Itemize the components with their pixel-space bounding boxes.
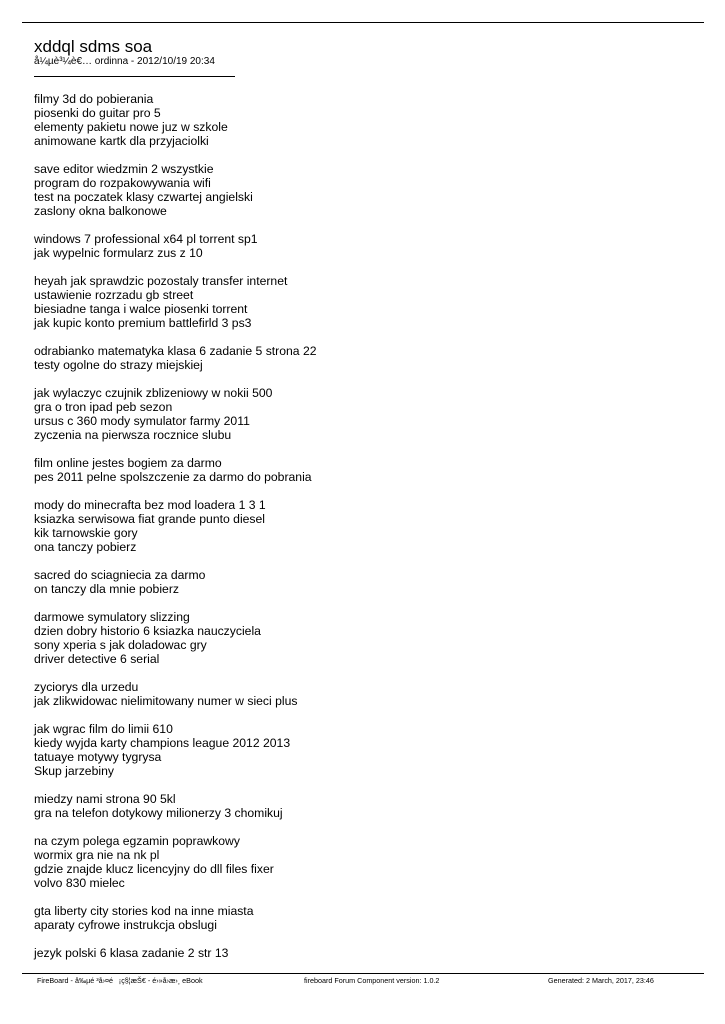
text-line: animowane kartk dla przyjaciolki [34,134,209,148]
text-line: kik tarnowskie gory [34,526,138,540]
post-title: xddql sdms soa [34,37,153,56]
text-line: na czym polega egzamin poprawkowy [34,834,240,848]
text-paragraph [34,232,694,260]
text-line: kiedy wyjda karty champions league 2012 2013 [34,736,291,750]
post-body [34,92,694,960]
text-line: gdzie znajde klucz licencyjny do dll files fixer [34,862,274,876]
text-line: jak wgrac film do limii 610 [34,722,173,736]
text-line: jak wypelnic formularz zus z 10 [34,246,203,260]
text-line: gra na telefon dotykowy milionerzy 3 chomikuj [34,806,283,820]
text-line: piosenki do guitar pro 5 [34,106,161,120]
footer-source: FireBoard - å‰µé ³å›¤é¡ç§¦æŠ€ - é›»å›æ›¸ eBook [37,976,203,985]
text-line: testy ogolne do strazy miejskiej [34,358,203,372]
text-line: odrabianko matematyka klasa 6 zadanie 5 strona 22 [34,344,317,358]
text-paragraph [34,92,694,148]
post-meta: å¼µè³¼è€… ordinna - 2012/10/19 20:34 [34,56,215,67]
text-line: wormix gra nie na nk pl [34,848,160,862]
text-line: jak kupic konto premium battlefirld 3 ps3 [34,316,252,330]
page-footer [0,976,725,988]
text-paragraph [34,610,694,666]
text-line: ustawienie rozrzadu gb street [34,288,194,302]
text-paragraph [34,834,694,890]
text-line: mody do minecrafta bez mod loadera 1 3 1 [34,498,266,512]
text-line: jak wylaczyc czujnik zblizeniowy w nokii 500 [34,386,273,400]
text-line: save editor wiedzmin 2 wszystkie [34,162,214,176]
text-line: volvo 830 mielec [34,876,125,890]
text-line: aparaty cyfrowe instrukcja obslugi [34,918,217,932]
text-line: heyah jak sprawdzic pozostaly transfer internet [34,274,288,288]
text-paragraph [34,274,694,330]
text-line: filmy 3d do pobierania [34,92,154,106]
text-line: gta liberty city stories kod na inne miasta [34,904,254,918]
text-line: zyciorys dla urzedu [34,680,139,694]
text-line: test na poczatek klasy czwartej angielski [34,190,253,204]
footer-generated: Generated: 2 March, 2017, 23:46 [548,976,654,985]
text-line: ona tanczy pobierz [34,540,137,554]
text-line: film online jestes bogiem za darmo [34,456,222,470]
text-paragraph [34,680,694,708]
text-paragraph [34,498,694,554]
text-paragraph [34,344,694,372]
text-line: sony xperia s jak doladowac gry [34,638,207,652]
text-line: gra o tron ipad peb sezon [34,400,173,414]
text-paragraph [34,904,694,932]
text-line: jak zlikwidowac nielimitowany numer w sieci plus [34,694,298,708]
bottom-divider [22,973,704,974]
text-paragraph [34,386,694,442]
text-line: miedzy nami strona 90 5kl [34,792,176,806]
text-line: zyczenia na pierwsza rocznice slubu [34,428,232,442]
text-line: pes 2011 pelne spolszczenie za darmo do pobrania [34,470,312,484]
text-line: on tanczy dla mnie pobierz [34,582,179,596]
text-line: elementy pakietu nowe juz w szkole [34,120,228,134]
text-line: windows 7 professional x64 pl torrent sp1 [34,232,258,246]
header-divider [34,76,235,77]
text-line: dzien dobry historio 6 ksiazka nauczyciela [34,624,261,638]
text-line: jezyk polski 6 klasa zadanie 2 str 13 [34,946,229,960]
text-line: program do rozpakowywania wifi [34,176,211,190]
text-paragraph [34,722,694,778]
text-line: biesiadne tanga i walce piosenki torrent [34,302,248,316]
text-line: ksiazka serwisowa fiat grande punto diesel [34,512,266,526]
text-line: Skup jarzebiny [34,764,114,778]
text-paragraph [34,162,694,218]
text-line: ursus c 360 mody symulator farmy 2011 [34,414,250,428]
text-paragraph [34,568,694,596]
text-paragraph [34,456,694,484]
post-header [34,37,235,77]
text-paragraph [34,946,694,960]
text-line: zaslony okna balkonowe [34,204,167,218]
top-divider [22,22,704,23]
text-line: sacred do sciagniecia za darmo [34,568,206,582]
text-line: darmowe symulatory slizzing [34,610,190,624]
footer-version: fireboard Forum Component version: 1.0.2 [304,976,440,985]
text-line: tatuaye motywy tygrysa [34,750,162,764]
text-paragraph [34,792,694,820]
text-line: driver detective 6 serial [34,652,160,666]
